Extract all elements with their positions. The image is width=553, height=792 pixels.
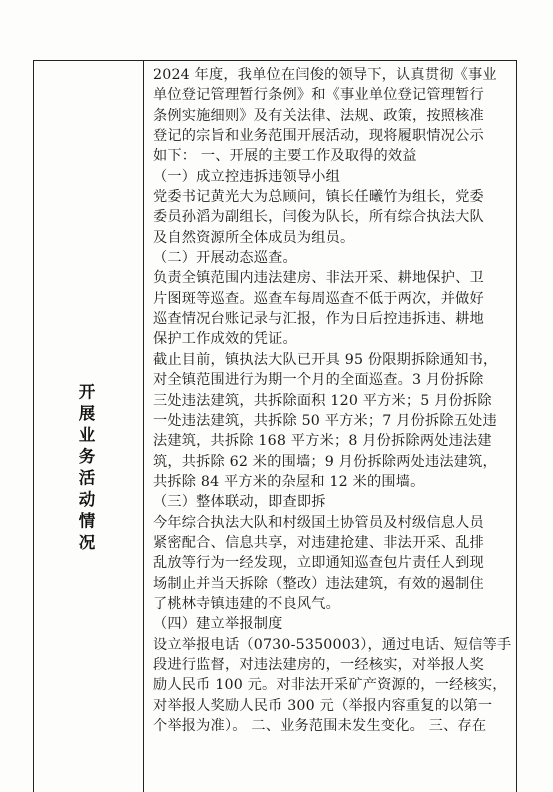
text-line: 三处违法建筑，共拆除面积 120 平方米；5 月份拆除 — [153, 392, 492, 409]
text-line: 委员孙滔为副组长，闫俊为队长，所有综合执法大队 — [153, 209, 484, 226]
text-line: 党委书记黄光大为总顾问，镇长任曦竹为组长，党委 — [153, 189, 484, 206]
text-line: 登记的宗旨和业务范围开展活动，现将履职情况公示 — [153, 128, 484, 145]
text-line: 紧密配合、信息共享，对违建抢建、非法开采、乱排 — [153, 534, 484, 551]
text-line: 单位登记管理暂行条例》和《事业单位登记管理暂行 — [153, 87, 484, 104]
text-line: 今年综合执法大队和村级国土协管员及村级信息人员 — [153, 514, 484, 531]
text-line: 励人民币 100 元。对非法开采矿产资源的，一经核实， — [153, 677, 507, 694]
content-cell — [153, 65, 511, 736]
text-line: 筑，共拆除 62 米的围墙；9 月份拆除两处违法建筑， — [153, 453, 497, 470]
row-label-cell — [34, 61, 143, 792]
row-label-text: 开展业务活动情况 — [76, 383, 95, 555]
text-line: 对全镇范围进行为期一个月的全面巡查。3 月份拆除 — [153, 372, 484, 389]
text-line: 了桃林寺镇违建的不良风气。 — [153, 595, 341, 612]
text-line: 2024 年度，我单位在闫俊的领导下，认真贯彻《事业 — [153, 67, 497, 83]
text-line: 法建筑，共拆除 168 平方米；8 月份拆除两处违法建 — [153, 433, 492, 450]
section-heading: （二）开展动态巡查。 — [153, 250, 297, 267]
text-line: 场制止并当天拆除（整改）违法建筑，有效的遏制住 — [153, 575, 484, 592]
text-line: 截止目前，镇执法大队已开具 95 份限期拆除通知书， — [153, 351, 498, 368]
text-line: 巡查情况台账记录与汇报，作为日后控违拆违、耕地 — [153, 311, 484, 328]
text-line: 及自然资源所全体成员为组员。 — [153, 229, 355, 246]
column-divider — [143, 61, 144, 792]
text-line: 段进行监督，对违法建房的，一经核实，对举报人奖 — [153, 656, 484, 673]
section-heading: （一）成立控违拆违领导小组 — [153, 168, 341, 185]
text-line: 对举报人奖励人民币 300 元（举报内容重复的以第一 — [153, 697, 493, 714]
text-line: 条例实施细则》及有关法律、法规、政策，按照核准 — [153, 107, 484, 124]
text-line: 乱放等行为一经发现，立即通知巡查包片责任人到现 — [153, 555, 484, 572]
text-line: 片图斑等巡查。巡查车每周巡查不低于两次，并做好 — [153, 290, 484, 307]
text-line: 一处违法建筑，共拆除 50 平方米；7 月份拆除五处违 — [153, 412, 497, 429]
text-line: 保护工作成效的凭证。 — [153, 331, 297, 348]
text-line: 共拆除 84 平方米的杂屋和 12 米的围墙。 — [153, 473, 425, 490]
text-line: 负责全镇范围内违法建房、非法开采、耕地保护、卫 — [153, 270, 484, 287]
text-line: 设立举报电话（0730-5350003），通过电话、短信等手 — [153, 636, 512, 653]
text-line: 如下： 一、开展的主要工作及取得的效益 — [153, 148, 417, 165]
report-table — [33, 60, 517, 792]
section-heading: （三）整体联动，即查即拆 — [153, 494, 326, 511]
text-line: 个举报为准）。 二、业务范围未发生变化。 三、存在 — [153, 718, 487, 734]
section-heading: （四）建立举报制度 — [153, 616, 283, 633]
